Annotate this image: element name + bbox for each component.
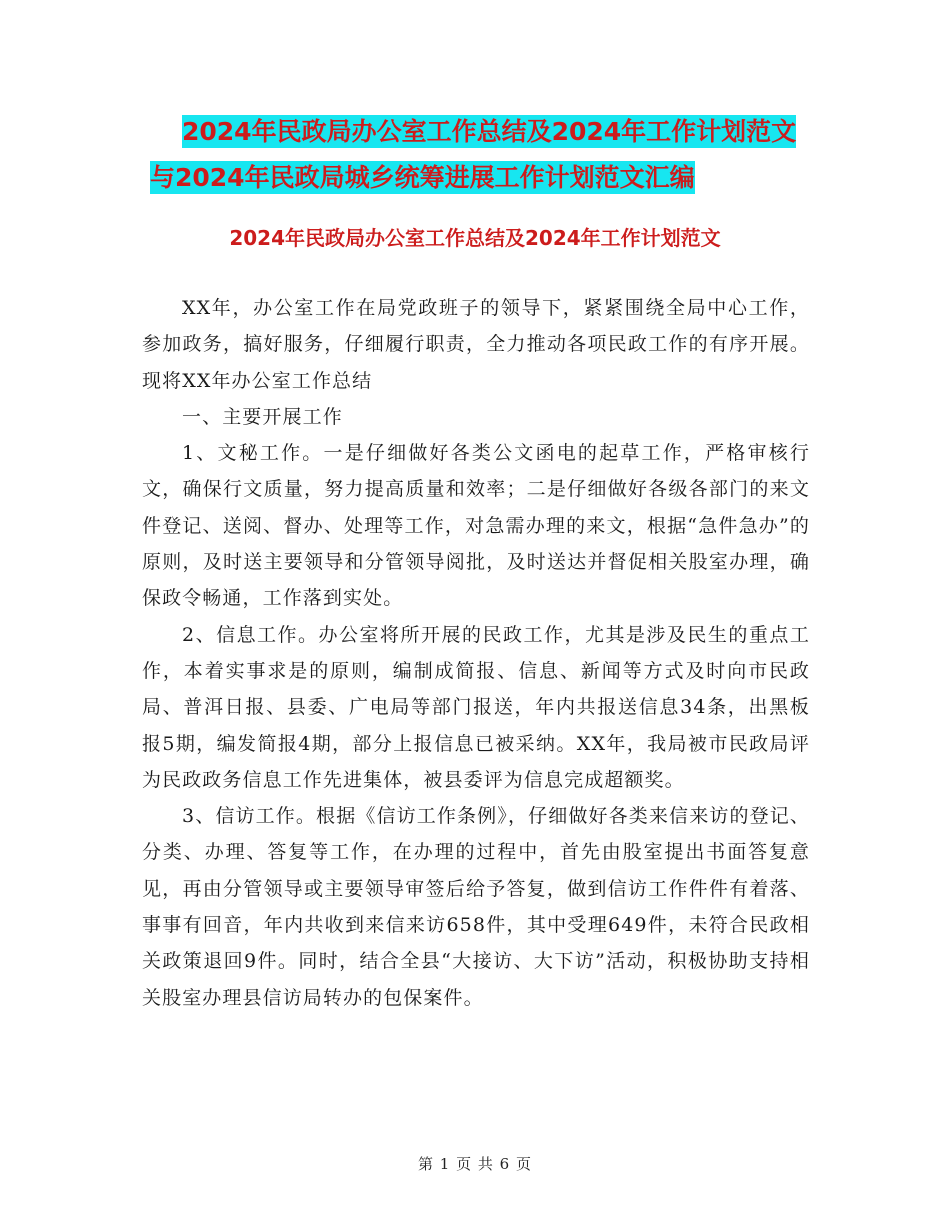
title-line-2: 与2024年民政局城乡统筹进展工作计划范文汇编: [150, 163, 695, 192]
paragraph-information-work: 2、信息工作。办公室将所开展的民政工作，尤其是涉及民生的重点工作，本着实事求是的原则，编制成简报、信息、新闻等方式及时向市民政局、普洱日报、县委、广电局等部门报送，年内共报送信息34条，出黑板报5期，编发简报4期，部分上报信息已被采纳。XX年，我局被市民政局评为民政政务信息工作先进集体，被县委评为信息完成超额奖。: [142, 623, 810, 791]
document-body: [142, 290, 810, 1016]
section-heading: 2024年民政局办公室工作总结及2024年工作计划范文: [229, 226, 721, 250]
paragraph-section-heading: 一、主要开展工作: [182, 405, 343, 428]
page-footer: 第 1 页 共 6 页: [418, 1155, 532, 1173]
paragraph-petition-work: 3、信访工作。根据《信访工作条例》，仔细做好各类来信来访的登记、分类、办理、答复等工作，在办理的过程中，首先由股室提出书面答复意见，再由分管领导或主要领导审签后给予答复，做到信访工作件件有着落、事事有回音，年内共收到来信来访658件，其中受理649件，未符合民政相关政策退回9件。同时，结合全县“大接访、大下访”活动，积极协助支持相关股室办理县信访局转办的包保案件。: [142, 805, 810, 1009]
paragraph-intro: XX年，办公室工作在局党政班子的领导下，紧紧围绕全局中心工作，参加政务，搞好服务，仔细履行职责，全力推动各项民政工作的有序开展。现将XX年办公室工作总结: [142, 297, 810, 392]
paragraph-secretarial-work: 1、文秘工作。一是仔细做好各类公文函电的起草工作，严格审核行文，确保行文质量，努力提高质量和效率；二是仔细做好各级各部门的来文件登记、送阅、督办、处理等工作，对急需办理的来文，根据“急件急办”的原则，及时送主要领导和分管领导阅批，及时送达并督促相关股室办理，确保政令畅通，工作落到实处。: [142, 442, 810, 610]
document-title: [150, 112, 830, 198]
title-line-1: 2024年民政局办公室工作总结及2024年工作计划范文: [182, 117, 797, 146]
